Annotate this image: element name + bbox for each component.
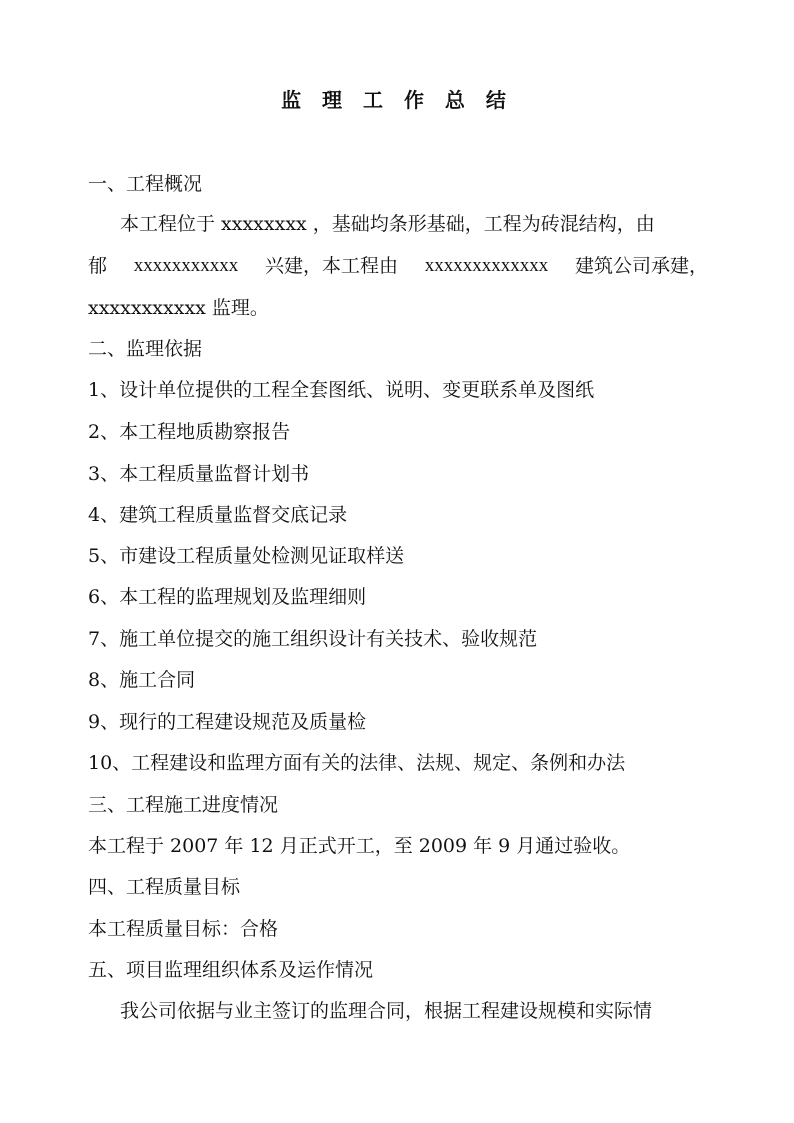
document-title: 监 理 工 作 总 结 xyxy=(281,88,513,112)
text-fragment: xxxxxxxxxxx xyxy=(133,255,239,276)
list-item: 6、本工程的监理规划及监理细则 xyxy=(88,586,367,608)
paragraph-line: 本工程位于 xxxxxxxx ，基础均条形基础，工程为砖混结构，由 xyxy=(120,213,655,235)
paragraph-line: xxxxxxxxxxx 监理。 xyxy=(88,297,269,319)
section-heading: 一、工程概况 xyxy=(88,173,203,195)
list-item: 10、工程建设和监理方面有关的法律、法规、规定、条例和办法 xyxy=(88,752,626,774)
section-heading: 三、工程施工进度情况 xyxy=(88,794,279,816)
paragraph-line xyxy=(88,253,708,279)
section-heading: 五、项目监理组织体系及运作情况 xyxy=(88,959,374,981)
text-fragment: xxxxxxxxxxxxx xyxy=(424,255,549,276)
list-item: 5、市建设工程质量处检测见证取样送 xyxy=(88,545,405,567)
list-item: 1、设计单位提供的工程全套图纸、说明、变更联系单及图纸 xyxy=(88,379,595,401)
section-heading: 二、监理依据 xyxy=(88,338,203,360)
list-item: 4、建筑工程质量监督交底记录 xyxy=(88,504,348,526)
section-heading: 四、工程质量目标 xyxy=(88,876,241,898)
text-fragment: 兴建，本工程由 xyxy=(264,255,398,277)
text-fragment: 郁 xyxy=(88,255,108,277)
list-item: 8、施工合同 xyxy=(88,669,196,691)
paragraph-line: 本工程于 2007 年 12 月正式开工，至 2009 年 9 月通过验收。 xyxy=(88,835,631,857)
paragraph-line: 本工程质量目标：合格 xyxy=(88,918,279,940)
text-fragment: 建筑公司承建， xyxy=(574,255,708,277)
paragraph-line: 我公司依据与业主签订的监理合同，根据工程建设规模和实际情 xyxy=(120,1000,653,1022)
list-item: 9、现行的工程建设规范及质量检 xyxy=(88,711,367,733)
list-item: 2、本工程地质勘察报告 xyxy=(88,421,291,443)
list-item: 7、施工单位提交的施工组织设计有关技术、验收规范 xyxy=(88,628,538,650)
list-item: 3、本工程质量监督计划书 xyxy=(88,463,310,485)
